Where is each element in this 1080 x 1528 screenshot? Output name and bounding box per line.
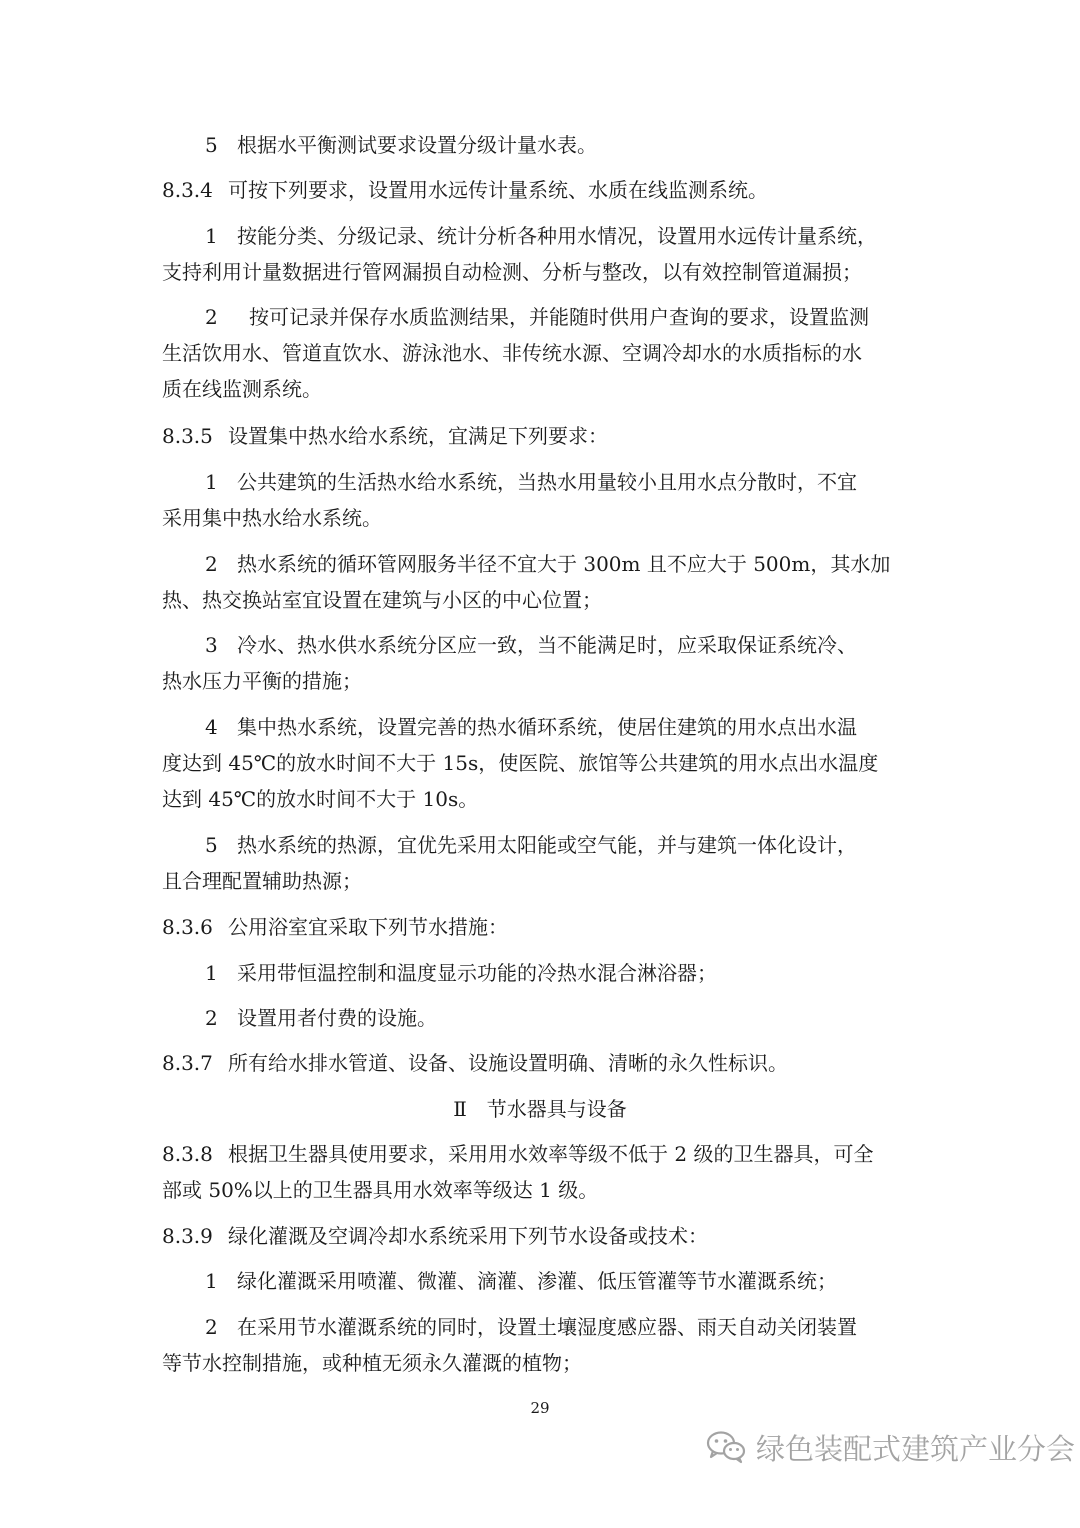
item-continuation: 热水压力平衡的措施； [162, 669, 362, 693]
item-continuation: 且合理配置辅助热源； [162, 869, 362, 893]
item-text: 集中热水系统，设置完善的热水循环系统，使居住建筑的用水点出水温 [237, 715, 857, 739]
item-continuation: 度达到 45℃的放水时间不大于 15s，使医院、旅馆等公共建筑的用水点出水温度 [162, 751, 879, 775]
wechat-icon [706, 1430, 746, 1464]
clause-8-3-5 [162, 423, 608, 449]
clause-8-3-8 [162, 1141, 873, 1167]
clause-number: 8.3.4 [162, 178, 213, 202]
item-number: 2 [205, 1315, 218, 1339]
list-item [205, 832, 857, 858]
list-item [205, 1314, 857, 1340]
list-item [205, 714, 857, 740]
item-number: 1 [205, 961, 218, 985]
item-number: 4 [205, 715, 218, 739]
clause-8-3-7 [162, 1050, 788, 1076]
item-number: 2 [205, 552, 218, 576]
item-continuation: 部或 50%以上的卫生器具用水效率等级达 1 级。 [162, 1178, 599, 1202]
item-number: 1 [205, 224, 218, 248]
list-item [205, 304, 869, 330]
clause-text: 可按下列要求，设置用水远传计量系统、水质在线监测系统。 [228, 178, 768, 202]
item-number: 1 [205, 470, 218, 494]
item-continuation: 生活饮用水、管道直饮水、游泳池水、非传统水源、空调冷却水的水质指标的水 [162, 341, 862, 365]
item-number: 2 [205, 305, 218, 329]
clause-text: 所有给水排水管道、设备、设施设置明确、清晰的永久性标识。 [228, 1051, 788, 1075]
watermark [706, 1424, 1075, 1470]
list-item [205, 223, 877, 249]
clause-8-3-4 [162, 177, 768, 203]
item-text: 公共建筑的生活热水给水系统，当热水用量较小且用水点分散时，不宜 [237, 470, 857, 494]
item-number: 2 [205, 1006, 218, 1030]
list-item [205, 469, 857, 495]
item-text: 按能分类、分级记录、统计分析各种用水情况，设置用水远传计量系统， [237, 224, 877, 248]
item-text: 设置用者付费的设施。 [237, 1006, 437, 1030]
list-item [205, 960, 717, 986]
item-continuation: 达到 45℃的放水时间不大于 10s。 [162, 787, 479, 811]
item-text: 绿化灌溉采用喷灌、微灌、滴灌、渗灌、低压管灌等节水灌溉系统； [237, 1269, 837, 1293]
clause-text: 根据卫生器具使用要求，采用用水效率等级不低于 2 级的卫生器具，可全 [228, 1142, 874, 1166]
clause-number: 8.3.5 [162, 424, 213, 448]
item-text: 根据水平衡测试要求设置分级计量水表。 [237, 133, 597, 157]
clause-number: 8.3.9 [162, 1224, 213, 1248]
clause-text: 设置集中热水给水系统，宜满足下列要求： [228, 424, 608, 448]
watermark-text: 绿色装配式建筑产业分会 [756, 1431, 1076, 1466]
list-item [205, 132, 597, 158]
item-text: 冷水、热水供水系统分区应一致，当不能满足时，应采取保证系统冷、 [237, 633, 857, 657]
item-continuation: 支持利用计量数据进行管网漏损自动检测、分析与整改，以有效控制管道漏损； [162, 260, 862, 284]
item-number: 5 [205, 133, 218, 157]
item-number: 5 [205, 833, 218, 857]
clause-text: 公用浴室宜采取下列节水措施： [228, 915, 508, 939]
item-continuation: 等节水控制措施，或种植无须永久灌溉的植物； [162, 1351, 582, 1375]
item-continuation: 质在线监测系统。 [162, 377, 322, 401]
clause-number: 8.3.7 [162, 1051, 213, 1075]
clause-8-3-9 [162, 1223, 708, 1249]
section-heading: Ⅱ 节水器具与设备 [453, 1097, 627, 1121]
item-text: 按可记录并保存水质监测结果，并能随时供用户查询的要求，设置监测 [249, 305, 869, 329]
item-continuation: 热、热交换站室宜设置在建筑与小区的中心位置； [162, 588, 602, 612]
item-text: 热水系统的循环管网服务半径不宜大于 300m 且不应大于 500m，其水加 [237, 552, 891, 576]
list-item [205, 551, 890, 577]
page-number: 29 [530, 1399, 550, 1417]
clause-number: 8.3.6 [162, 915, 213, 939]
list-item [205, 1005, 437, 1031]
item-number: 3 [205, 633, 218, 657]
clause-8-3-6 [162, 914, 508, 940]
item-text: 采用带恒温控制和温度显示功能的冷热水混合淋浴器； [237, 961, 717, 985]
item-text: 在采用节水灌溉系统的同时，设置土壤湿度感应器、雨天自动关闭装置 [237, 1315, 857, 1339]
clause-text: 绿化灌溉及空调冷却水系统采用下列节水设备或技术： [228, 1224, 708, 1248]
item-continuation: 采用集中热水给水系统。 [162, 506, 382, 530]
list-item [205, 632, 857, 658]
clause-number: 8.3.8 [162, 1142, 213, 1166]
list-item [205, 1268, 837, 1294]
item-text: 热水系统的热源，宜优先采用太阳能或空气能，并与建筑一体化设计， [237, 833, 857, 857]
item-number: 1 [205, 1269, 218, 1293]
